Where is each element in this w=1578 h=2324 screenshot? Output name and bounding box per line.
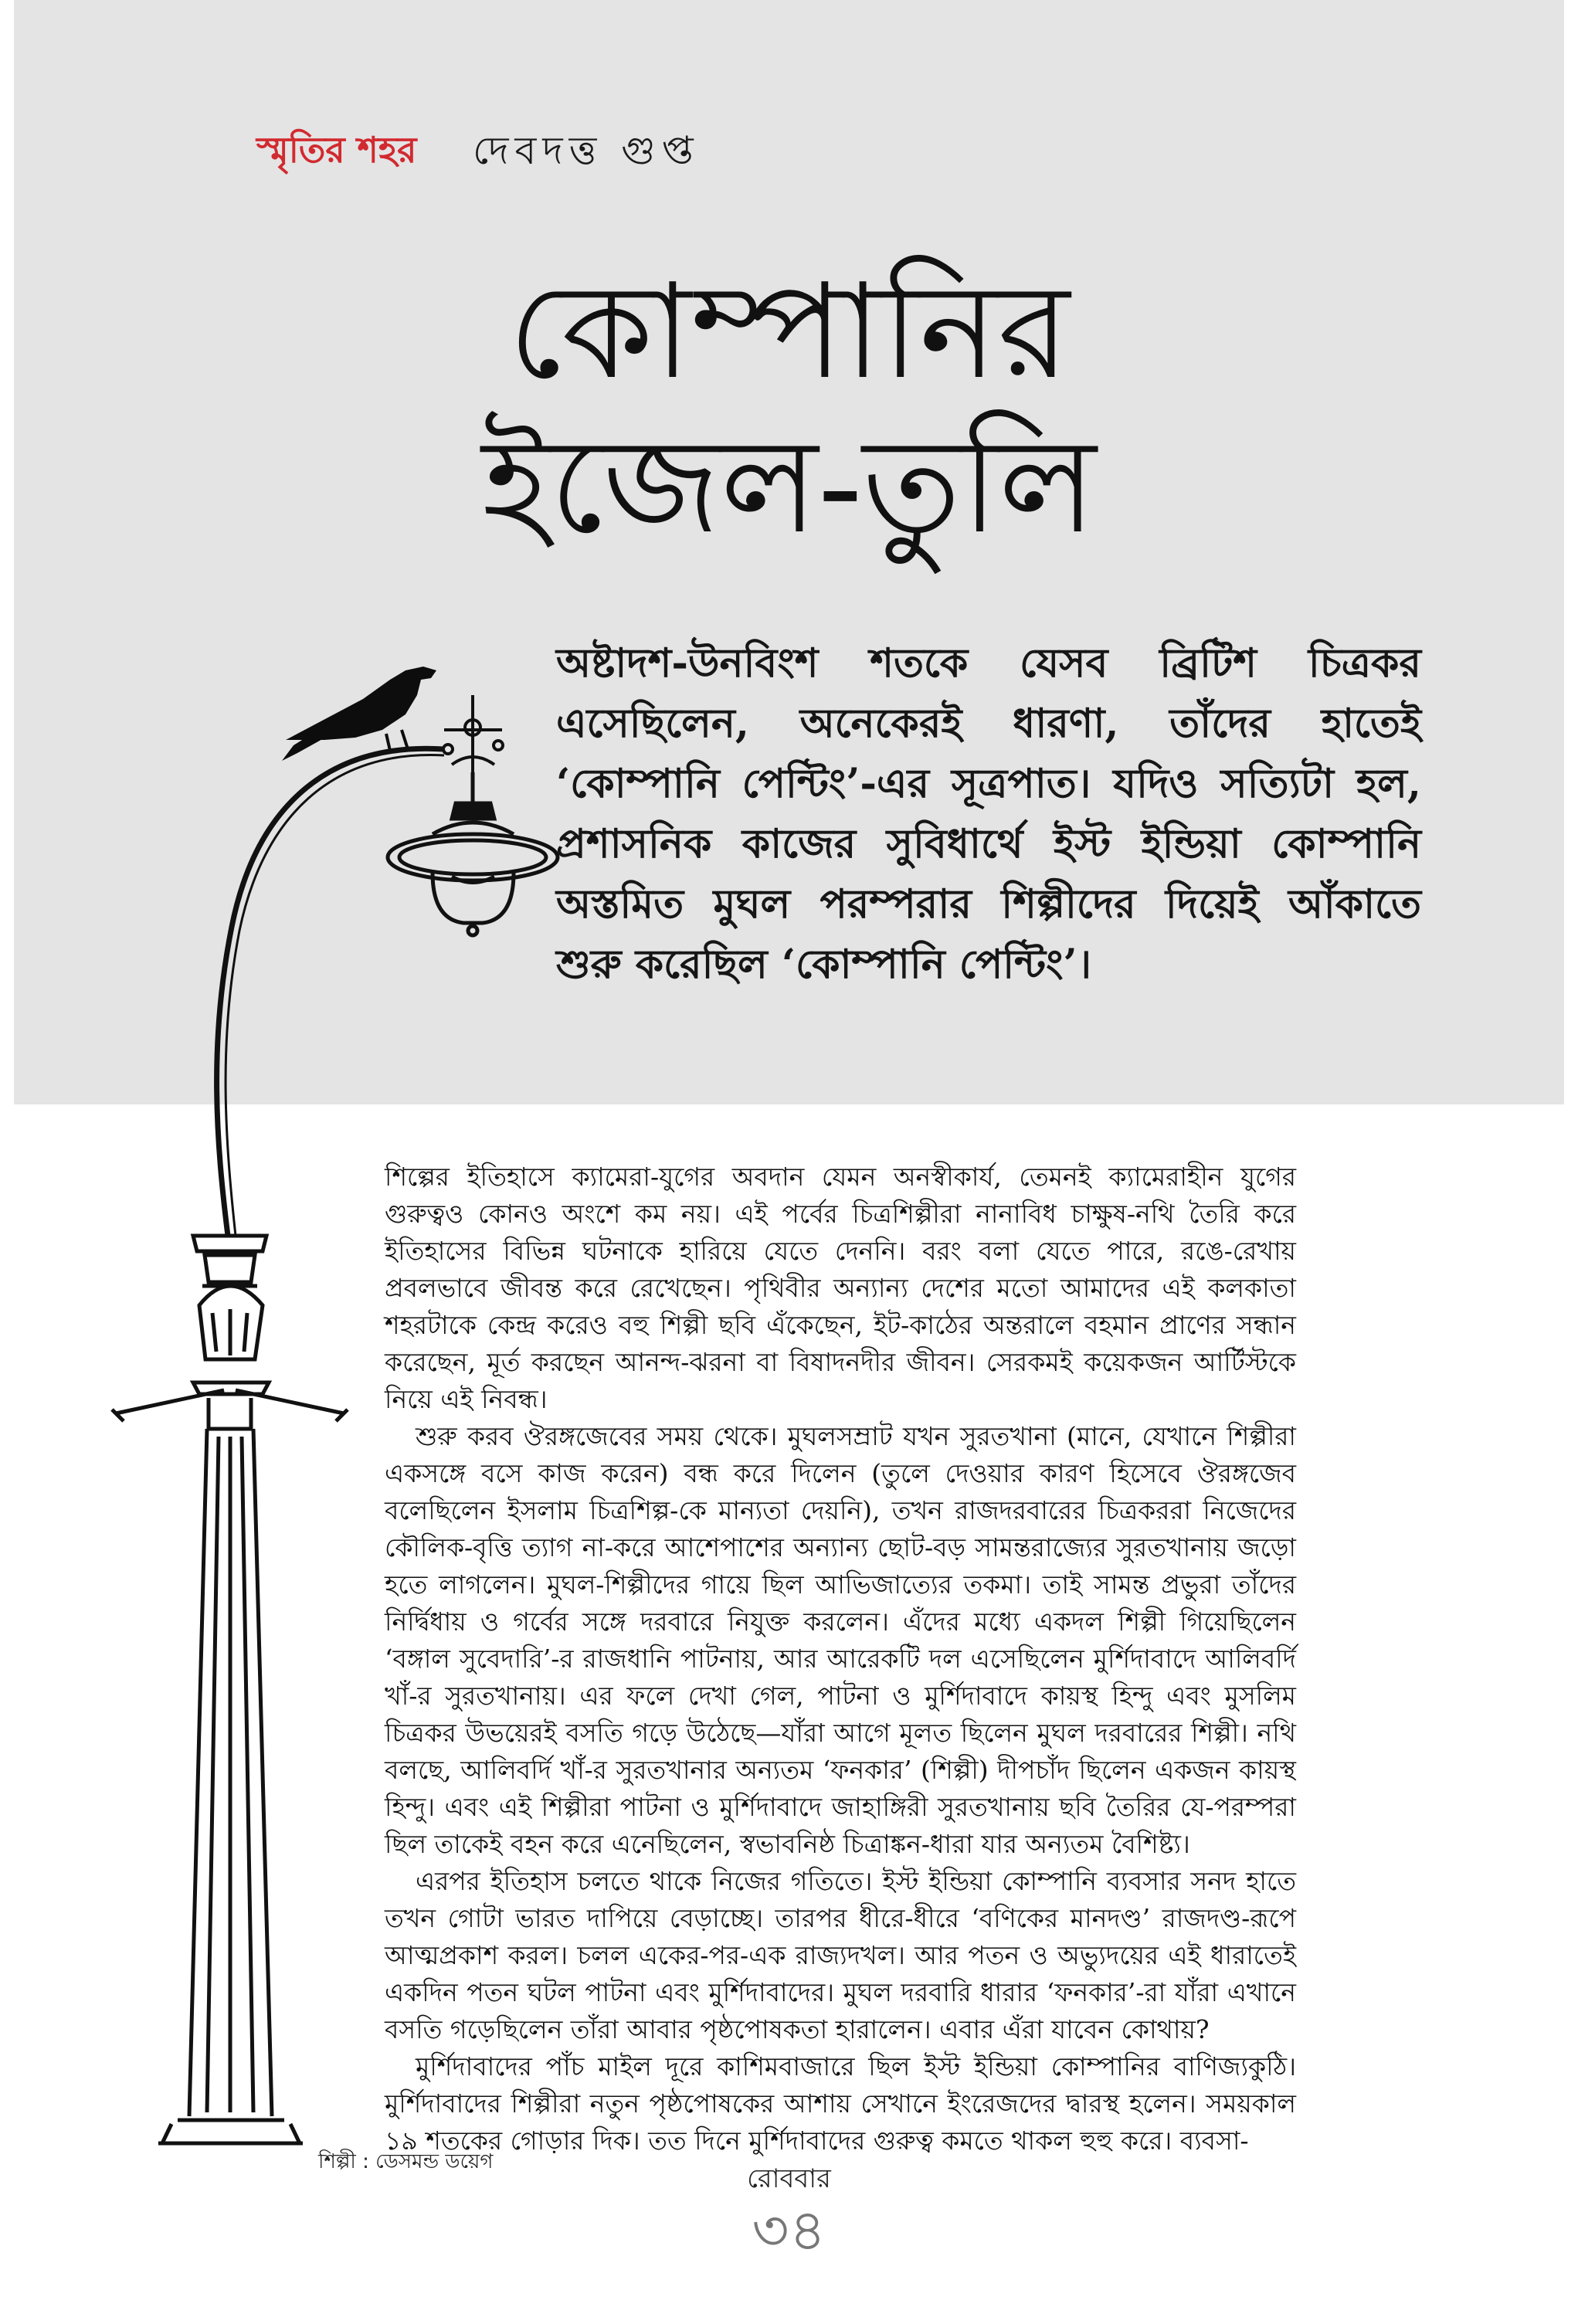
page-number: ৩৪ [752,2197,826,2264]
section-kicker: স্মৃতির শহর [256,129,417,171]
body-paragraph: এরপর ইতিহাস চলতে থাকে নিজের গতিতে। ইস্ট ইন্ডিয়া কোম্পানি ব্যবসার সনদ হাতে তখন গোটা ভারত দাপিয়ে বেড়াচ্ছে। তারপর ধীরে-ধীরে ‘বণিকের মানদণ্ড’ রাজদণ্ড-রূপে আত্মপ্রকাশ করল। চলল একের-পর-এক রাজ্যদখল। আর পতন ও অভ্যুদয়ের এই ধারাতেই একদিন পতন ঘটল পাটনা এবং মুর্শিদাবাদের। মুঘল দরবারি ধারার ‘ফনকার’-রা যাঁরা এখানে বসতি গড়েছিলেন তাঁরা আবার পৃষ্ঠপোষকতা হারালেন। এবার এঁরা যাবেন কোথায়? [385,1866,1296,2044]
headline-line-1: কোম্পানির [507,256,1071,409]
headline-line-2: ইজেল-তুলি [481,410,1097,563]
illustration-credit: শিল্পী : ডেসমন্ড ডয়েগ [318,2150,494,2173]
author-byline: দেবদত্ত গুপ্ত [473,128,700,173]
magazine-name: রোববার [747,2163,831,2194]
body-paragraph: মুর্শিদাবাদের পাঁচ মাইল দূরে কাশিমবাজারে ছিল ইস্ট ইন্ডিয়া কোম্পানির বাণিজ্যকুঠি। মুর্শিদাবাদের শিল্পীরা নতুন পৃষ্ঠপোষকের আশায় সেখানে ইংরেজদের দ্বারস্থ হলেন। সময়কাল ১৯ শতকের গোড়ার দিক। তত দিনে মুর্শিদাবাদের গুরুত্ব কমতে থাকল হুহু করে। ব্যবসা- [385,2051,1296,2156]
body-paragraph: শিল্পের ইতিহাসে ক্যামেরা-যুগের অবদান যেমন অনস্বীকার্য, তেমনই ক্যামেরাহীন যুগের গুরুত্বও কোনও অংশে কম নয়। এই পর্বের চিত্রশিল্পীরা নানাবিধ চাক্ষুষ-নথি তৈরি করে ইতিহাসের বিভিন্ন ঘটনাকে হারিয়ে যেতে দেননি। বরং বলা যেতে পারে, রঙে-রেখায় প্রবলভাবে জীবন্ত করে রেখেছেন। পৃথিবীর অন্যান্য দেশের মতো আমাদের এই কলকাতা শহরটাকে কেন্দ্র করেও বহু শিল্পী ছবি এঁকেছেন, ইট-কাঠের অন্তরালে বহমান প্রাণের সন্ধান করেছেন, মূর্ত করছেন আনন্দ-ঝরনা বা বিষাদনদীর জীবন। সেরকমই কয়েকজন আর্টিস্টকে নিয়ে এই নিবন্ধ। [385,1162,1296,1414]
body-paragraph: শুরু করব ঔরঙ্গজেবের সময় থেকে। মুঘলসম্রাট যখন সুরতখানা (মানে, যেখানে শিল্পীরা একসঙ্গে বসে কাজ করেন) বন্ধ করে দিলেন (তুলে দেওয়ার কারণ হিসেবে ঔরঙ্গজেব বলেছিলেন ইসলাম চিত্রশিল্প-কে মান্যতা দেয়নি), তখন রাজদরবারের চিত্রকররা নিজেদের কৌলিক-বৃত্তি ত্যাগ না-করে আশেপাশের অন্যান্য ছোট-বড় সামন্তরাজ্যের সুরতখানায় জড়ো হতে লাগলেন। মুঘল-শিল্পীদের গায়ে ছিল আভিজাত্যের তকমা। তাই সামন্ত প্রভুরা তাঁদের নির্দ্বিধায় ও গর্বের সঙ্গে দরবারে নিযুক্ত করলেন। এঁদের মধ্যে একদল শিল্পী গিয়েছিলেন ‘বঙ্গাল সুবেদারি’-র রাজধানি পাটনায়, আর আরেকটি দল এসেছিলেন মুর্শিদাবাদে আলিবর্দি খাঁ-র সুরতখানায়। এর ফলে দেখা গেল, পাটনা ও মুর্শিদাবাদে কায়স্থ হিন্দু এবং মুসলিম চিত্রকর উভয়েরই বসতি গড়ে উঠেছে—যাঁরা আগে মূলত ছিলেন মুঘল দরবারের শিল্পী। নথি বলছে, আলিবর্দি খাঁ-র সুরতখানার অন্যতম ‘ফনকার’ (শিল্পী) দীপচাঁদ ছিলেন একজন কায়স্থ হিন্দু। এবং এই শিল্পীরা পাটনা ও মুর্শিদাবাদে জাহাঙ্গিরী সুরতখানায় ছবি তৈরির যে-পরম্পরা ছিল তাকেই বহন করে এনেছিলেন, স্বভাবনিষ্ঠ চিত্রাঙ্কন-ধারা যার অন্যতম বৈশিষ্ট্য। [385,1421,1296,1859]
article-body [385,1159,1296,2159]
standfirst: অষ্টাদশ-উনবিংশ শতকে যেসব ব্রিটিশ চিত্রকর এসেছিলেন, অনেকেরই ধারণা, তাঁদের হাতেই ‘কোম্পানি পেন্টিং’-এর সূত্রপাত। যদিও সত্যিটা হল, প্রশাসনিক কাজের সুবিধার্থে ইস্ট ইন্ডিয়া কোম্পানি অস্তমিত মুঘল পরম্পরার শিল্পীদের দিয়েই আঁকাতে শুরু করেছিল ‘কোম্পানি পেন্টিং’। [556,640,1421,988]
